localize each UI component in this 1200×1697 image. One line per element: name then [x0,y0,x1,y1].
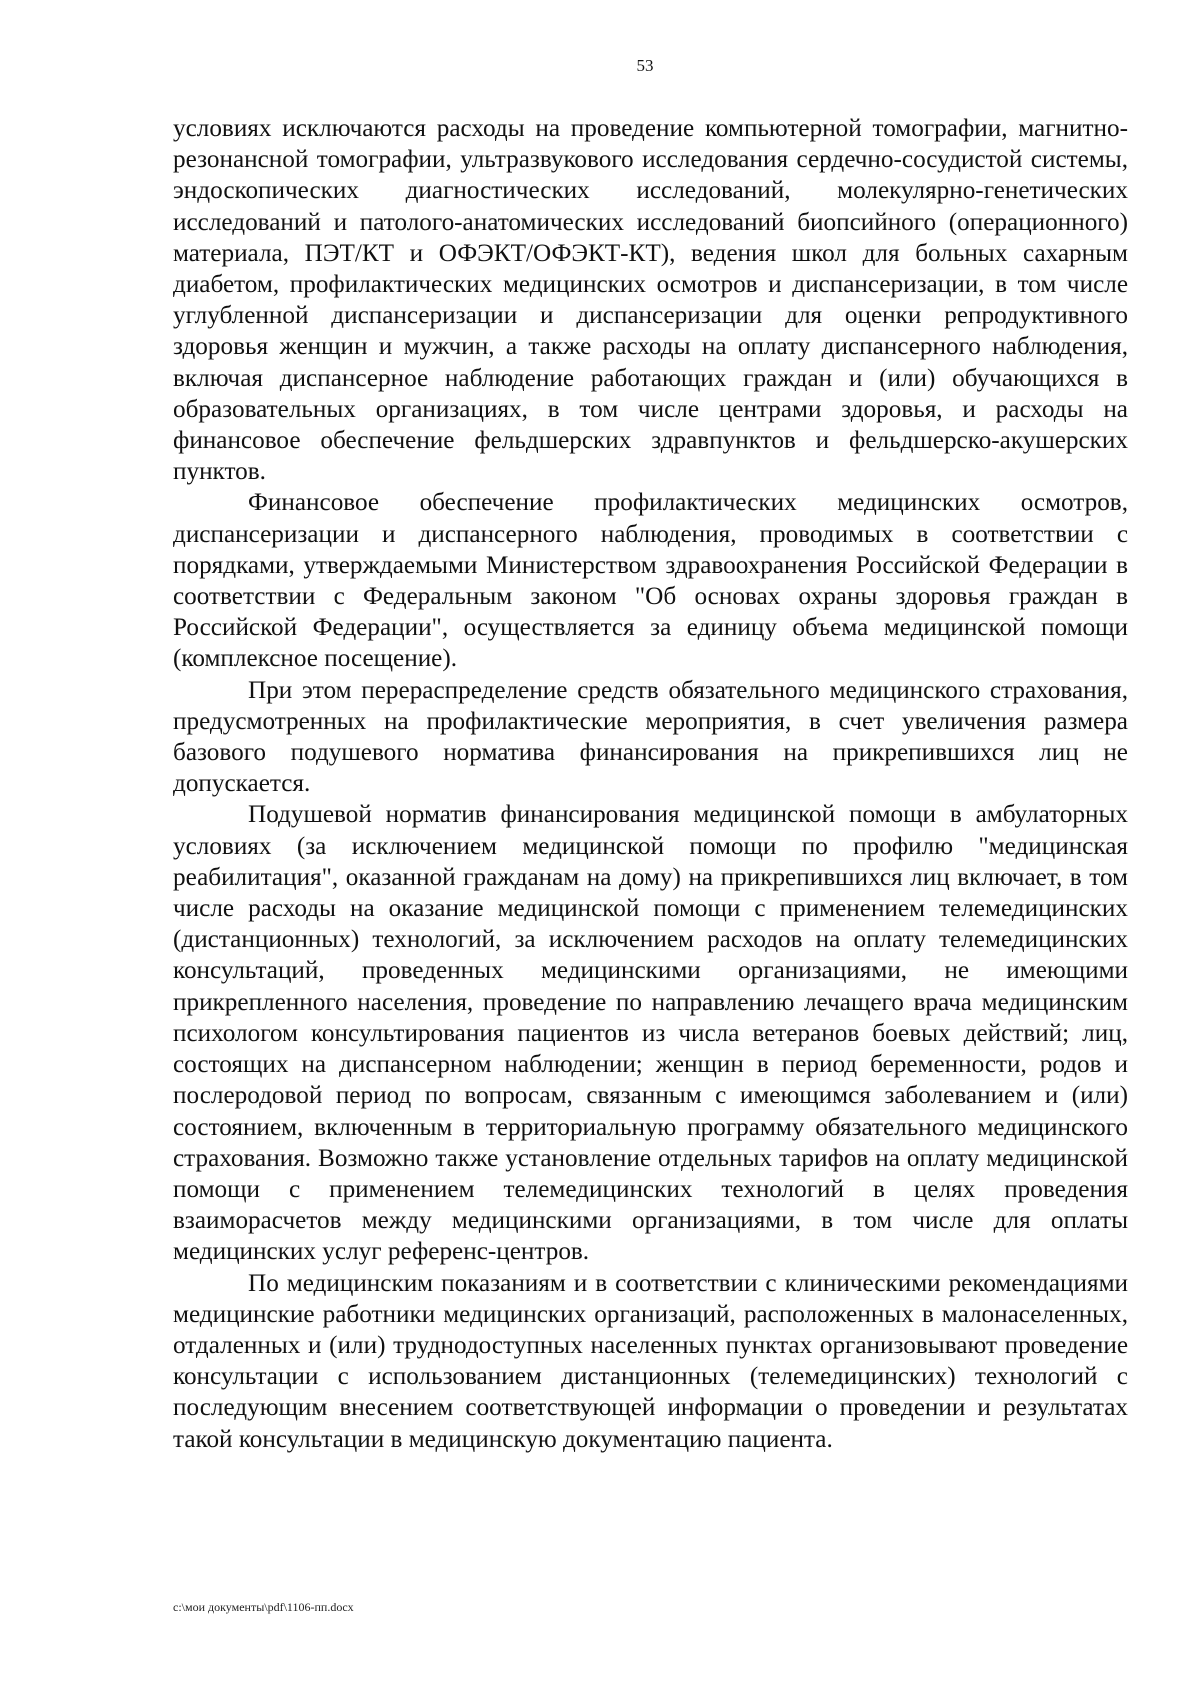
document-body [173,113,1128,1455]
file-path-footer: c:\мои документы\pdf\1106-пп.docx [173,1600,354,1614]
page-number: 53 [636,56,654,75]
paragraph-financing-preventive-exams: Финансовое обеспечение профилактических медицинских осмотров, диспансеризации и диспансерного наблюдения, проводимых в соответствии с порядками, утверждаемыми Министерством здравоохранения Российской Федерации в соответствии с Федеральным законом "Об основах охраны здоровья граждан в Российской Федерации", осуществляется за единицу объема медицинской помощи (комплексное посещение). [173,489,1128,673]
paragraph-telemedicine-consultations: По медицинским показаниям и в соответствии с клиническими рекомендациями медицинские работники медицинских организаций, расположенных в малонаселенных, отдаленных и (или) труднодоступных населенных пунктах организовывают проведение консультации с использованием дистанционных (телемедицинских) технологий с последующим внесением соответствующей информации о проведении и результатах такой консультации в медицинскую документацию пациента. [173,1269,1128,1453]
paragraph-per-capita-norm: Подушевой норматив финансирования медицинской помощи в амбулаторных условиях (за исключением медицинской помощи по профилю "медицинская реабилитация", оказанной гражданам на дому) на прикрепившихся лиц включает, в том числе расходы на оказание медицинской помощи с применением телемедицинских (дистанционных) технологий, за исключением расходов на оплату телемедицинских консультаций, проведенных медицинскими организациями, не имеющими прикрепленного населения, проведение по направлению лечащего врача медицинским психологом консультирования пациентов из числа ветеранов боевых действий; лиц, состоящих на диспансерном наблюдении; женщин в период беременности, родов и послеродовой период по вопросам, связанным с имеющимся заболеванием и (или) состоянием, включенным в территориальную программу обязательного медицинского страхования. Возможно также установление отдельных тарифов на оплату медицинской помощи с применением телемедицинских технологий в целях проведения взаиморасчетов между медицинскими организациями, в том числе для оплаты медицинских услуг референс-центров. [173,801,1128,1266]
paragraph-continuation: условиях исключаются расходы на проведение компьютерной томографии, магнитно-резонансной томографии, ультразвукового исследования сердечно-сосудистой системы, эндоскопических диагностических исследований, молекулярно-генетических исследований и патолого-анатомических исследований биопсийного (операционного) материала, ПЭТ/КТ и ОФЭКТ/ОФЭКТ-КТ), ведения школ для больных сахарным диабетом, профилактических медицинских осмотров и диспансеризации, в том числе углубленной диспансеризации и диспансеризации для оценки репродуктивного здоровья женщин и мужчин, а также расходы на оплату диспансерного наблюдения, включая диспансерное наблюдение работающих граждан и (или) обучающихся в образовательных организациях, в том числе центрами здоровья, и расходы на финансовое обеспечение фельдшерских здравпунктов и фельдшерско-акушерских пунктов. [173,115,1128,486]
paragraph-redistribution-not-allowed: При этом перераспределение средств обязательного медицинского страхования, предусмотренных на профилактические мероприятия, в счет увеличения размера базового подушевого норматива финансирования на прикрепившихся лиц не допускается. [173,676,1128,798]
